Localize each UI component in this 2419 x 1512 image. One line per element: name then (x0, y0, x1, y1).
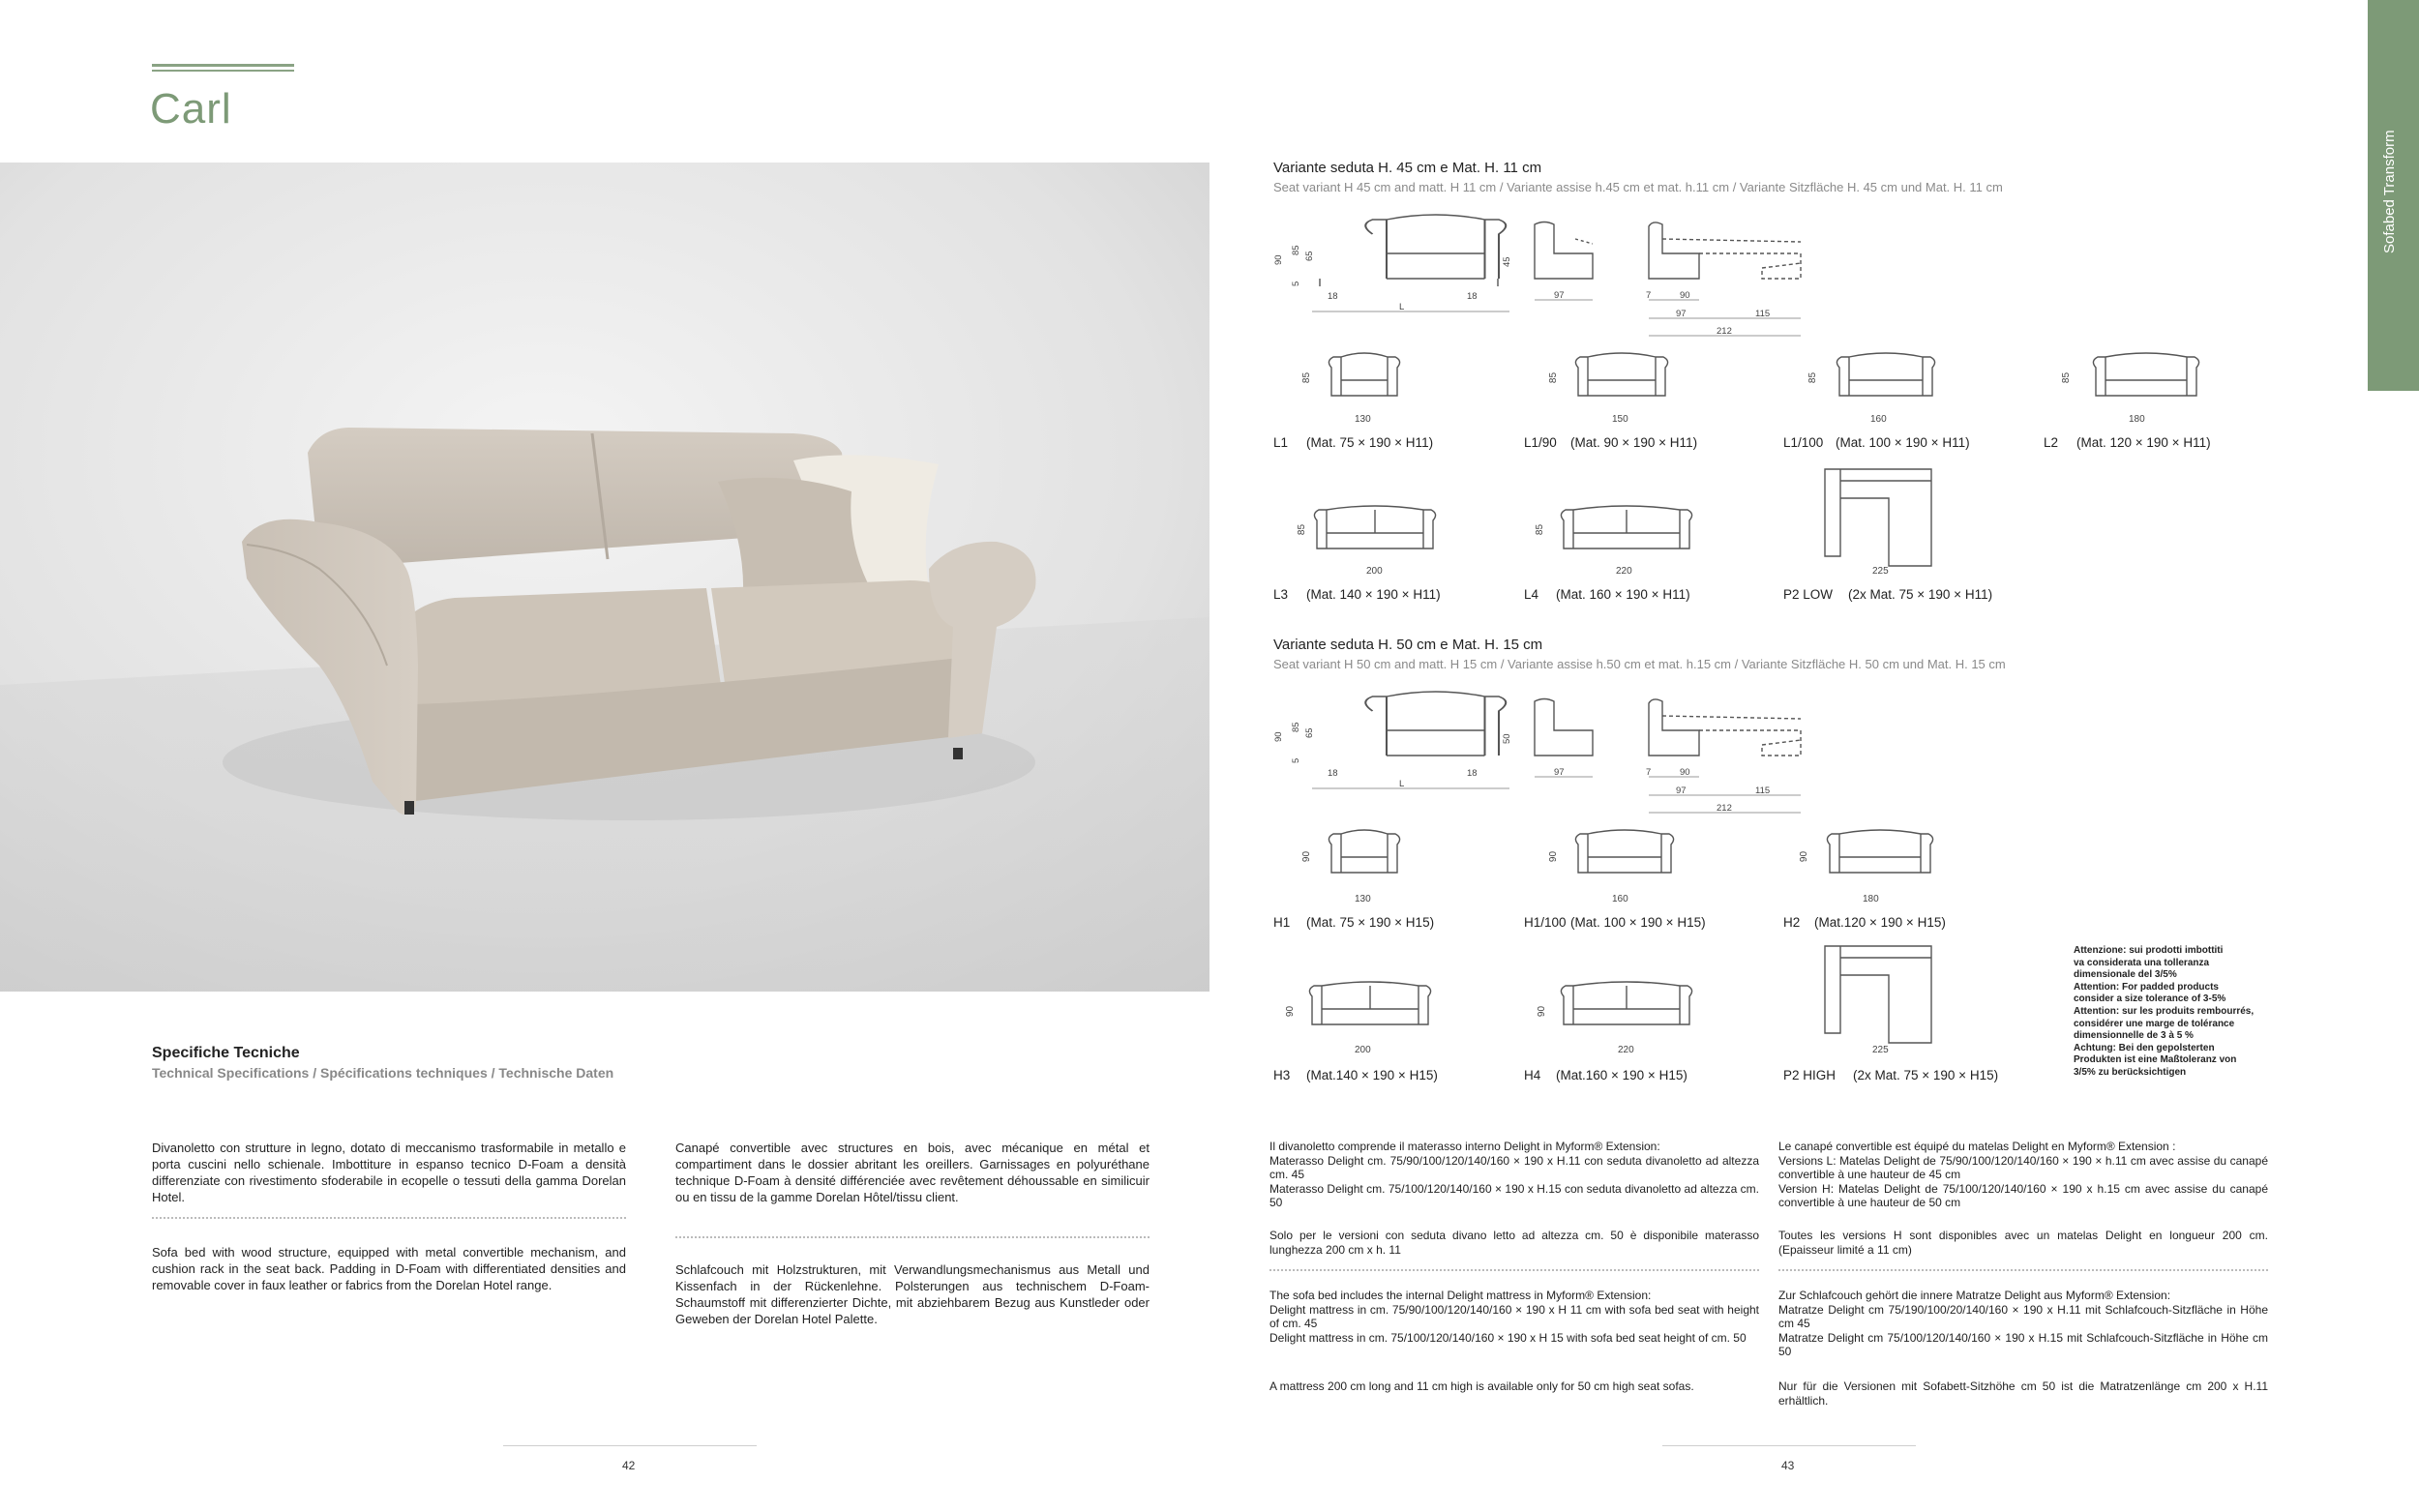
specs-subheading: Technical Specifications / Spécifications techniques / Technische Daten (152, 1065, 614, 1081)
dim-d212: 212 (1717, 326, 1732, 337)
dim-h-arm: 65 (1304, 251, 1315, 261)
model-l4-code: L4 (1524, 587, 1539, 602)
model-h1-mat: (Mat. 75 × 190 × H15) (1306, 915, 1435, 930)
h1-height: 90 (1301, 850, 1313, 863)
h4-height: 90 (1537, 1005, 1548, 1018)
footer-line-left (503, 1445, 757, 1446)
variant1-title: Variante seduta H. 45 cm e Mat. H. 11 cm (1273, 160, 1542, 176)
h2-height: 90 (1799, 850, 1810, 863)
dim-depth: 97 (1554, 290, 1565, 301)
model-h4-mat: (Mat.160 × 190 × H15) (1556, 1068, 1687, 1082)
dim-d7: 7 (1646, 290, 1652, 301)
l2-width: 180 (2129, 414, 2145, 425)
model-h3-code: H3 (1273, 1068, 1291, 1082)
model-l1100-code: L1/100 (1783, 435, 1824, 450)
product-photo (0, 163, 1210, 992)
svg-text:97: 97 (1676, 786, 1687, 796)
mattress-text-de: Zur Schlafcouch gehört die innere Matratze Delight aus Myform® Extension: Matratze Delight cm 75/190/100/20/140/160 × 190 x H.11 mit Schlafcouch-Sitzfläche in Höhe cm 45 Matratze Delight cm 75/100/120/140/160 × 190 x H.15 mit Schlafcouch-Sitzfläche in Höhe cm 50 (1778, 1289, 2268, 1358)
model-h1-code: H1 (1273, 915, 1291, 930)
mattress-text-de-2: Nur für die Versionen mit Sofabett-Sitzhöhe cm 50 ist die Matratzenlänge cm 200 x H.11 erhältlich. (1778, 1379, 2268, 1408)
svg-text:7: 7 (1646, 767, 1652, 778)
specs-text-en: Sofa bed with wood structure, equipped with metal convertible mechanism, and cushion rack in the seat back. Padding in D-Foam with differentiated densities and removable cover in faux leather or fabrics from the Dorelan Hotel range. (152, 1245, 626, 1292)
page-number-right: 43 (1781, 1459, 1795, 1472)
svg-text:115: 115 (1755, 786, 1771, 796)
sidebar-category-label: Sofabed Transform (2381, 130, 2398, 253)
model-p2high-code: P2 HIGH (1783, 1068, 1837, 1082)
svg-text:97: 97 (1554, 767, 1565, 778)
svg-text:212: 212 (1717, 803, 1732, 814)
variant2-title: Variante seduta H. 50 cm e Mat. H. 15 cm (1273, 637, 1543, 653)
l190-height: 85 (1548, 371, 1560, 384)
model-l2-mat: (Mat. 120 × 190 × H11) (2076, 435, 2211, 450)
model-h1100-mat: (Mat. 100 × 190 × H15) (1570, 915, 1706, 930)
l2-height: 85 (2061, 371, 2073, 384)
title-rule-bottom (152, 70, 294, 72)
svg-text:50: 50 (1502, 733, 1512, 744)
mattress-divider-left (1269, 1269, 1759, 1271)
l190-width: 150 (1612, 414, 1628, 425)
page-number-left: 42 (622, 1459, 636, 1472)
model-l190-mat: (Mat. 90 × 190 × H11) (1570, 435, 1698, 450)
model-l2-code: L2 (2044, 435, 2059, 450)
sofa-illustration (0, 163, 1210, 992)
svg-text:18: 18 (1467, 768, 1478, 779)
model-h2-code: H2 (1783, 915, 1801, 930)
mattress-text-it: Il divanoletto comprende il materasso interno Delight in Myform® Extension: Materasso Delight cm. 75/90/100/120/140/160 × 190 x H.11 con seduta divanoletto ad altezza cm. 45 Materasso Delight cm. 75/100/120/140/160 × 190 x H.15 con seduta divanoletto ad altezza cm. 50 (1269, 1140, 1759, 1209)
l4-width: 220 (1616, 566, 1632, 577)
h2-width: 180 (1863, 894, 1879, 904)
sidebar-category-tab (2368, 0, 2419, 391)
specs-divider-right (675, 1236, 1150, 1238)
model-l3-mat: (Mat. 140 × 190 × H11) (1306, 587, 1441, 602)
l3-height: 85 (1297, 523, 1308, 536)
h3-height: 90 (1285, 1005, 1297, 1018)
model-p2low-mat: (2x Mat. 75 × 190 × H11) (1848, 587, 1993, 602)
model-p2low-code: P2 LOW (1783, 587, 1834, 602)
variant1-subtitle: Seat variant H 45 cm and matt. H 11 cm / Variante assise h.45 cm et mat. h.11 cm / Variante Sitzfläche H. 45 cm und Mat. H. 11 cm (1273, 180, 2003, 194)
l1-width: 130 (1355, 414, 1371, 425)
svg-text:90: 90 (1680, 767, 1690, 778)
dim-d97: 97 (1676, 309, 1687, 319)
dim-h-total: 90 (1273, 254, 1284, 265)
svg-text:5: 5 (1291, 757, 1301, 763)
model-h4-code: H4 (1524, 1068, 1541, 1082)
l1100-height: 85 (1807, 371, 1819, 384)
l1100-width: 160 (1870, 414, 1887, 425)
mattress-text-it-2: Solo per le versioni con seduta divano letto ad altezza cm. 50 è disponibile materasso lunghezza 200 cm x h. 11 (1269, 1229, 1759, 1257)
l3-width: 200 (1366, 566, 1383, 577)
mattress-text-en: The sofa bed includes the internal Delight mattress in Myform® Extension: Delight mattress in cm. 75/90/100/120/140/160 × 190 x H 11 cm with sofa bed seat with height of cm. 45 Delight mattress in cm. 75/100/120/140/160 × 190 x H 15 with sofa bed seat height of cm. 50 (1269, 1289, 1759, 1345)
dim-arm-left: 18 (1328, 291, 1338, 302)
page-title: Carl (150, 85, 232, 133)
title-rule-top (152, 64, 294, 67)
svg-text:L: L (1399, 779, 1405, 789)
model-l3-code: L3 (1273, 587, 1289, 602)
h1100-width: 160 (1612, 894, 1628, 904)
p2low-width: 225 (1872, 566, 1889, 577)
model-l1-mat: (Mat. 75 × 190 × H11) (1306, 435, 1434, 450)
model-l190-code: L1/90 (1524, 435, 1557, 450)
dim-h-back: 85 (1291, 245, 1301, 255)
model-l4-mat: (Mat. 160 × 190 × H11) (1556, 587, 1690, 602)
dim-arm-right: 18 (1467, 291, 1478, 302)
variant2-subtitle: Seat variant H 50 cm and matt. H 15 cm / Variante assise h.50 cm et mat. h.15 cm / Variante Sitzfläche H. 50 cm und Mat. H. 15 cm (1273, 657, 2006, 671)
svg-text:90: 90 (1273, 731, 1284, 742)
specs-text-fr: Canapé convertible avec structures en bois, avec mécanique en métal et compartiment dans le dossier abritant les oreillers. Garnissages en polyuréthane technique D-Foam à densité différenciée avec revêtement déhoussable en similicuir ou en tissu de la gamme Dorelan Hôtel/tissu client. (675, 1141, 1150, 1204)
svg-text:65: 65 (1304, 727, 1315, 738)
h3-width: 200 (1355, 1045, 1371, 1055)
model-h2-mat: (Mat.120 × 190 × H15) (1814, 915, 1946, 930)
svg-text:85: 85 (1291, 722, 1301, 732)
dim-d115: 115 (1755, 309, 1771, 319)
l1-height: 85 (1301, 371, 1313, 384)
specs-divider-left (152, 1217, 626, 1219)
dim-length: L (1399, 302, 1405, 312)
specs-text-de: Schlafcouch mit Holzstrukturen, mit Verwandlungsmechanismus aus Metall und Kissenfach in der Rückenlehne. Polsterungen aus technischem D-Foam-Schaumstoff mit differenzierter Dichte, mit abziehbarem Bezug aus Kunstleder oder Geweben der Dorelan Hotel Palette. (675, 1262, 1150, 1326)
dim-h-feet: 5 (1291, 281, 1301, 286)
specs-heading: Specifiche Tecniche (152, 1045, 300, 1061)
p2high-width: 225 (1872, 1045, 1889, 1055)
h1-width: 130 (1355, 894, 1371, 904)
mattress-divider-right (1778, 1269, 2268, 1271)
mattress-text-en-2: A mattress 200 cm long and 11 cm high is available only for 50 cm high seat sofas. (1269, 1379, 1694, 1393)
model-l1-code: L1 (1273, 435, 1289, 450)
dim-d90: 90 (1680, 290, 1690, 301)
model-h3-mat: (Mat.140 × 190 × H15) (1306, 1068, 1438, 1082)
mattress-text-fr-2: Toutes les versions H sont disponibles avec un matelas Delight en longueur 200 cm. (Epaisseur limité a 11 cm) (1778, 1229, 2268, 1257)
variant1-dimension-drawings (1273, 186, 2338, 341)
tolerance-note: Attenzione: sui prodotti imbottiti va considerata una tolleranza dimensionale del 3/5% Attention: For padded products consider a size tolerance of 3-5% Attention: sur les produits rembourrés, considérer une marge de tolérance dimensionnelle de 3 à 5 % Achtung: Bei den gepolsterten Produkten ist eine Maßtoleranz von 3/5% zu berücksichtigen (2074, 945, 2255, 1078)
mattress-text-fr: Le canapé convertible est équipé du matelas Delight en Myform® Extension : Versions L: Matelas Delight de 75/90/100/120/140/160 × 190 × h.11 cm avec assise du canapé convertible à une hauteur de 45 cm Version H: Matelas Delight de 75/100/120/140/160 × 190 x h.15 cm avec assise du canapé convertible à une hauteur de 50 cm (1778, 1140, 2268, 1209)
model-p2high-mat: (2x Mat. 75 × 190 × H15) (1853, 1068, 1999, 1082)
model-h1100-code: H1/100 (1524, 915, 1567, 930)
specs-text-it: Divanoletto con strutture in legno, dotato di meccanismo trasformabile in metallo e porta cuscini nello schienale. Imbottiture in espanso tecnico D-Foam a densità differenziate con rivestimento sfoderabile in ecopelle o tessuti della gamma Dorelan Hotel. (152, 1141, 626, 1204)
model-l1100-mat: (Mat. 100 × 190 × H11) (1836, 435, 1970, 450)
l4-height: 85 (1535, 523, 1546, 536)
footer-line-right (1662, 1445, 1916, 1446)
variant1-model-drawings (1273, 343, 2338, 595)
h1100-height: 90 (1548, 850, 1560, 863)
dim-seat-height: 45 (1502, 256, 1512, 267)
variant2-dimension-drawings (1273, 663, 2338, 817)
h4-width: 220 (1618, 1045, 1634, 1055)
svg-text:18: 18 (1328, 768, 1338, 779)
